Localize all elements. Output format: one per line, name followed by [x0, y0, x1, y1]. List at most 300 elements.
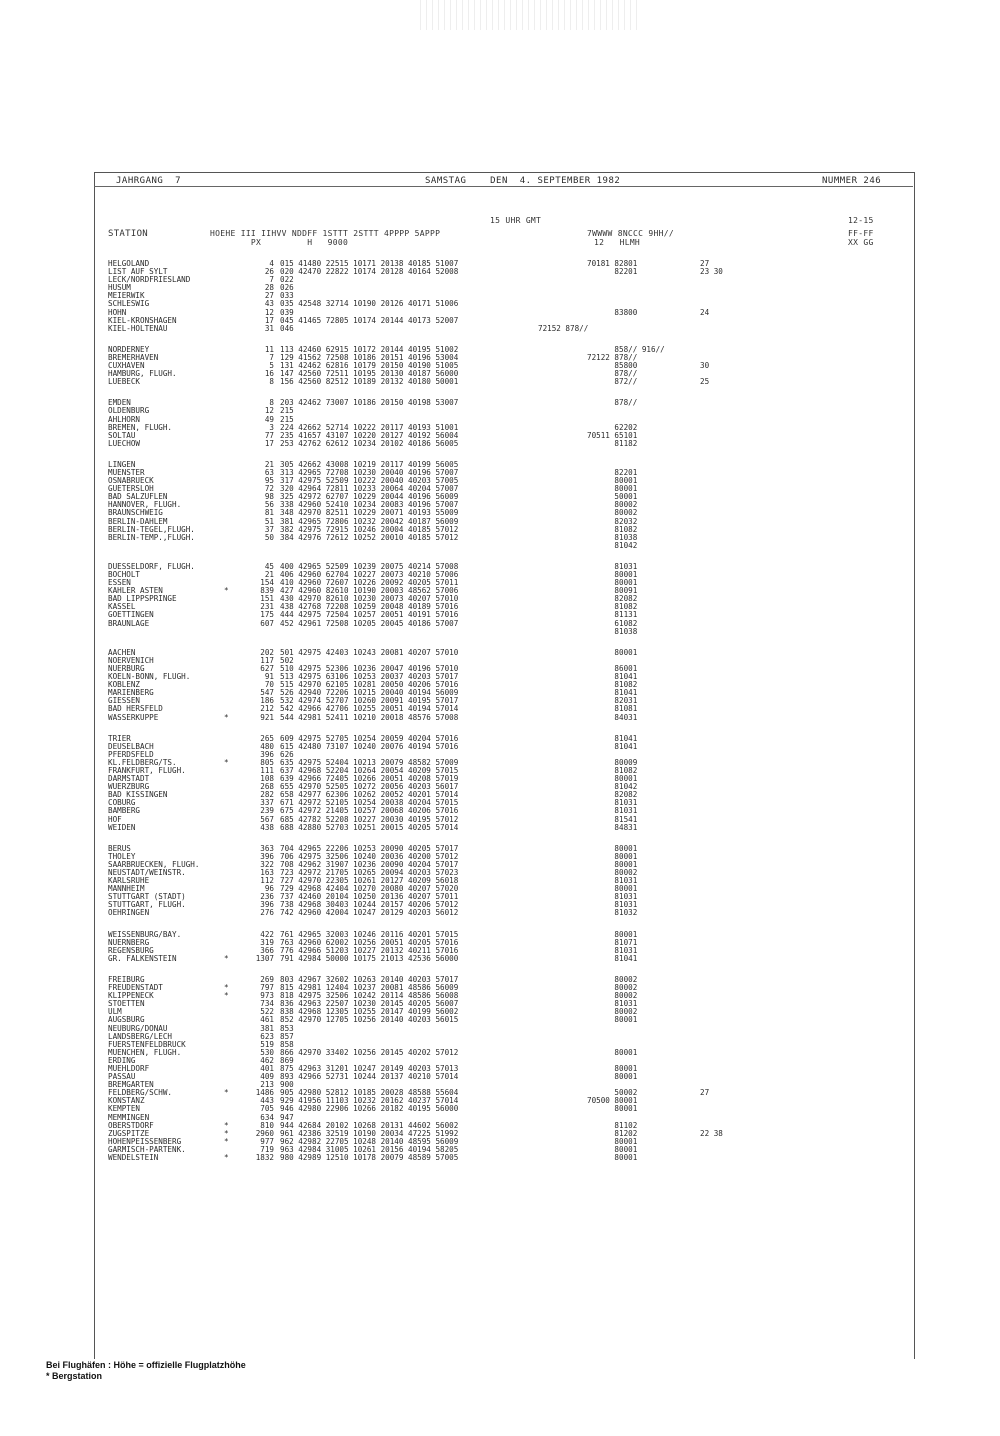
station-height: 265	[260, 733, 274, 743]
station-row	[100, 1008, 900, 1016]
station-name: OBERSTDORF	[108, 1120, 154, 1130]
wind-code: 22 38	[700, 1128, 723, 1138]
station-height: 282	[260, 790, 274, 800]
station-height: 381	[260, 1023, 274, 1033]
weather-code: 80009	[587, 757, 638, 767]
station-data: 325 42972 62707 10229 20044 40196 56009	[280, 492, 459, 502]
station-row	[100, 620, 900, 628]
station-data: 626	[280, 749, 294, 759]
weather-code: 80001	[587, 1072, 638, 1082]
station-name: MUENSTER	[108, 467, 145, 477]
station-row	[100, 931, 900, 939]
station-height: 462	[260, 1055, 274, 1065]
station-height: 21	[264, 459, 274, 469]
station-name: MEIERWIK	[108, 291, 145, 301]
station-data: 866 42970 33402 10256 20145 40202 57012	[280, 1047, 459, 1057]
station-row	[100, 461, 900, 469]
station-row	[100, 477, 900, 485]
weather-code: 80001	[587, 843, 638, 853]
station-name: LANDSBERG/LECH	[108, 1031, 173, 1041]
weather-code: 80001	[587, 1144, 638, 1154]
station-column-header: STATION	[108, 229, 149, 239]
weather-code: 70500 80001	[587, 1096, 638, 1106]
station-name: BRAUNSCHWEIG	[108, 508, 163, 518]
station-name: KOBLENZ	[108, 680, 141, 690]
station-height: 522	[260, 1007, 274, 1017]
station-height: 805	[260, 757, 274, 767]
weather-code: 81032	[587, 908, 638, 918]
station-group	[100, 735, 900, 832]
station-height: 1307	[255, 953, 274, 963]
station-height: 401	[260, 1063, 274, 1073]
station-name: KEMPTEN	[108, 1104, 141, 1114]
station-height: 366	[260, 945, 274, 955]
station-height: 212	[260, 704, 274, 714]
station-row	[100, 705, 900, 713]
station-row	[100, 325, 900, 333]
station-row	[100, 673, 900, 681]
station-row	[100, 901, 900, 909]
station-name: FREIBURG	[108, 974, 145, 984]
weather-code: 81031	[587, 876, 638, 886]
station-height: 151	[260, 594, 274, 604]
station-name: AUGSBURG	[108, 1015, 145, 1025]
station-data: 224 42662 52714 10222 20117 40193 51001	[280, 422, 459, 432]
station-data: 869	[280, 1055, 294, 1065]
mountain-marker: *	[224, 1128, 229, 1138]
weather-code: 81041	[587, 672, 638, 682]
station-height: 31	[264, 323, 274, 333]
station-height: 396	[260, 749, 274, 759]
station-name: CUXHAVEN	[108, 361, 145, 371]
observation-period: 12-15	[848, 216, 874, 225]
station-row	[100, 947, 900, 955]
station-height: 269	[260, 974, 274, 984]
station-row	[100, 681, 900, 689]
weather-code: 82201	[587, 267, 638, 277]
weather-code: 81131	[587, 610, 638, 620]
mountain-marker: *	[224, 953, 229, 963]
station-data: 113 42460 62915 10172 20144 40195 51002	[280, 344, 459, 354]
station-data: 791 42984 50000 10175 21013 42536 56000	[280, 953, 459, 963]
station-height: 81	[264, 508, 274, 518]
station-group	[100, 845, 900, 918]
weather-code: 878//	[587, 398, 638, 408]
station-name: STUTTGART (STADT)	[108, 892, 186, 902]
station-name: BREMERHAVEN	[108, 352, 159, 362]
station-height: 96	[264, 884, 274, 894]
station-height: 213	[260, 1080, 274, 1090]
cloud-column-subheader: 12 HLMH	[594, 238, 641, 247]
station-row	[100, 1000, 900, 1008]
station-height: 409	[260, 1072, 274, 1082]
weather-code: 80002	[587, 1007, 638, 1017]
footnote-airports: Bei Flughäfen : Höhe = offizielle Flugplatzhöhe	[46, 1360, 246, 1370]
station-height: 45	[264, 561, 274, 571]
station-data: 542 42966 42706 10255 20051 40194 57014	[280, 704, 459, 714]
station-data: 635 42975 52404 10213 20079 48582 57009	[280, 757, 459, 767]
station-height: 63	[264, 467, 274, 477]
station-data: 706 42975 32506 10240 20036 40200 57012	[280, 851, 459, 861]
station-row	[100, 587, 900, 595]
weather-code: 84031	[587, 712, 638, 722]
station-data: 410 42960 72607 10226 20092 40205 57011	[280, 578, 459, 588]
station-row	[100, 1122, 900, 1130]
station-row	[100, 1073, 900, 1081]
station-data: 046	[280, 323, 294, 333]
station-data: 929 41956 11103 10232 20162 40237 57014	[280, 1096, 459, 1106]
station-row	[100, 775, 900, 783]
weather-code: 81031	[587, 892, 638, 902]
weather-code: 81102	[587, 1120, 638, 1130]
station-name: HOF	[108, 814, 122, 824]
weather-code: 81082	[587, 765, 638, 775]
station-data: 382 42975 72915 10246 20004 40185 57012	[280, 524, 459, 534]
station-height: 443	[260, 1096, 274, 1106]
station-data: 947	[280, 1112, 294, 1122]
station-group	[100, 399, 900, 448]
station-row	[100, 735, 900, 743]
weather-code: 81041	[587, 688, 638, 698]
station-height: 91	[264, 672, 274, 682]
station-name: MEMMINGEN	[108, 1112, 150, 1122]
station-height: 175	[260, 610, 274, 620]
station-height: 8	[269, 398, 274, 408]
station-row	[100, 378, 900, 386]
station-data: 852 42970 12705 10256 20140 40203 56015	[280, 1015, 459, 1025]
station-row	[100, 603, 900, 611]
weather-code: 86001	[587, 663, 638, 673]
station-name: GIESSEN	[108, 696, 141, 706]
station-row	[100, 657, 900, 665]
weather-code: 80001	[587, 1063, 638, 1073]
weather-code: 81202	[587, 1128, 638, 1138]
station-name: BOCHOLT	[108, 570, 141, 579]
station-data: 961 42386 32519 10190 20034 47225 51992	[280, 1128, 459, 1138]
station-name: REGENSBURG	[108, 945, 154, 955]
weather-code: 82031	[587, 696, 638, 706]
station-name: NORDERNEY	[108, 344, 150, 354]
station-data: 853	[280, 1023, 294, 1033]
station-name: BERLIN-DAHLEM	[108, 516, 168, 526]
station-data: 452 42961 72508 10205 20045 40186 57007	[280, 618, 459, 628]
station-height: 95	[264, 476, 274, 486]
weather-code: 81182	[587, 438, 638, 448]
weather-code: 81031	[587, 945, 638, 955]
station-data: 655 42970 52505 10272 20056 40203 56017	[280, 782, 459, 792]
station-row	[100, 1057, 900, 1065]
station-data: 704 42965 22206 10253 20090 40205 57017	[280, 843, 459, 853]
station-row	[100, 268, 900, 276]
weather-code: 80001	[587, 929, 638, 939]
station-height: 236	[260, 892, 274, 902]
station-data: 253 42762 62612 10234 20102 40186 56005	[280, 438, 459, 448]
station-data: 510 42975 52306 10236 20047 40196 57010	[280, 663, 459, 673]
weather-code: 872//	[587, 377, 638, 387]
station-name: MUEHLDORF	[108, 1063, 150, 1073]
volume-label: JAHRGANG 7	[116, 176, 182, 186]
station-data: 532 42974 52707 10260 20091 40195 57017	[280, 696, 459, 706]
weather-code: 80002	[587, 508, 638, 518]
station-name: GARMISCH-PARTENK.	[108, 1144, 186, 1154]
weather-code: 70181 82801	[587, 259, 638, 268]
station-row	[100, 416, 900, 424]
weather-code: 82201	[587, 467, 638, 477]
station-row	[100, 284, 900, 292]
station-data: 893 42966 52731 10244 20137 40210 57014	[280, 1072, 459, 1082]
code-column-subheader: PX H 9000	[210, 238, 349, 247]
station-row	[100, 407, 900, 415]
station-row	[100, 595, 900, 603]
station-name: EMDEN	[108, 398, 131, 408]
mountain-marker: *	[224, 1153, 229, 1162]
weather-code: 81041	[587, 741, 638, 751]
station-height: 12	[264, 307, 274, 317]
station-height: 705	[260, 1104, 274, 1114]
station-height: 56	[264, 500, 274, 510]
station-name: DARMSTADT	[108, 774, 150, 784]
weather-code: 81031	[587, 999, 638, 1009]
weather-code: 80001	[587, 647, 638, 657]
station-row	[100, 526, 900, 534]
station-height: 519	[260, 1039, 274, 1049]
weather-code: 80001	[587, 484, 638, 494]
station-row	[100, 714, 900, 722]
weather-code: 878//	[587, 369, 638, 379]
wind-code: 24	[700, 307, 710, 317]
issue-date: SAMSTAG DEN 4. SEPTEMBER 1982	[425, 176, 621, 186]
station-name: WEIDEN	[108, 822, 136, 832]
weather-code: 84831	[587, 822, 638, 832]
station-height: 480	[260, 741, 274, 751]
station-name: OLDENBURG	[108, 406, 150, 416]
station-name: BRAUNLAGE	[108, 618, 150, 628]
station-height: 319	[260, 937, 274, 947]
station-name: BAD HERSFELD	[108, 704, 163, 714]
station-data: 727 42970 22305 10261 20127 40209 56018	[280, 876, 459, 886]
scan-noise	[420, 0, 640, 30]
station-name: LIST AUF SYLT	[108, 267, 168, 277]
station-row	[100, 1065, 900, 1073]
weather-column-header: 7WWWW 8NCCC 9HH//	[587, 229, 674, 238]
station-data: 022	[280, 275, 294, 285]
station-name: BERLIN-TEGEL,FLUGH.	[108, 524, 195, 534]
station-name: MUENCHEN, FLUGH.	[108, 1047, 182, 1057]
station-row	[100, 992, 900, 1000]
station-data: 033	[280, 291, 294, 301]
station-height: 17	[264, 438, 274, 448]
station-row	[100, 509, 900, 517]
station-data: 761 42965 32003 10246 20116 40201 57015	[280, 929, 459, 939]
station-name: WASSERKUPPE	[108, 712, 159, 722]
station-row	[100, 1154, 900, 1162]
station-height: 567	[260, 814, 274, 824]
station-group	[100, 649, 900, 722]
station-row	[100, 816, 900, 824]
station-name: BAD KISSINGEN	[108, 790, 168, 800]
station-height: 396	[260, 851, 274, 861]
station-row	[100, 939, 900, 947]
weather-code: 81031	[587, 798, 638, 808]
station-name: BAD SALZUFLEN	[108, 492, 168, 502]
station-name: KONSTANZ	[108, 1096, 145, 1106]
station-row	[100, 493, 900, 501]
weather-code: 50001	[587, 492, 638, 502]
station-row	[100, 534, 900, 542]
station-data: 776 42966 51203 10227 20132 40211 57016	[280, 945, 459, 955]
station-height: 634	[260, 1112, 274, 1122]
station-row	[100, 976, 900, 984]
station-row	[100, 853, 900, 861]
station-height: 627	[260, 663, 274, 673]
station-height: 977	[260, 1136, 274, 1146]
station-name: ERDING	[108, 1055, 136, 1065]
station-height: 202	[260, 647, 274, 657]
station-data: 129 41562 72508 10186 20151 40196 53004	[280, 352, 459, 362]
weather-code: 81038	[587, 626, 638, 636]
weather-code: 82082	[587, 790, 638, 800]
mountain-marker: *	[224, 991, 229, 1001]
weather-code: 80001	[587, 570, 638, 579]
station-data: 045 41465 72805 10174 20144 40173 52007	[280, 315, 459, 325]
station-height: 396	[260, 900, 274, 910]
station-name: HANNOVER, FLUGH.	[108, 500, 182, 510]
station-data: 515 42970 62105 10281 20050 40206 57016	[280, 680, 459, 690]
station-data: 803 42967 32602 10263 20140 40203 57017	[280, 974, 459, 984]
weather-code: 82032	[587, 516, 638, 526]
station-data: 815 42981 12404 10237 20081 48586 56009	[280, 983, 459, 993]
wind-column-header: FF-FF	[848, 229, 874, 238]
station-data: 203 42462 73007 10186 20150 40198 53007	[280, 398, 459, 408]
station-name: WUERZBURG	[108, 782, 150, 792]
station-name: HOHN	[108, 307, 127, 317]
weather-code: 81041	[587, 733, 638, 743]
station-row	[100, 292, 900, 300]
station-row	[100, 440, 900, 448]
station-row	[100, 759, 900, 767]
weather-code: 80001	[587, 578, 638, 588]
station-height: 839	[260, 586, 274, 596]
wind-column-subheader: XX GG	[848, 238, 874, 247]
station-row	[100, 1025, 900, 1033]
weather-code: 80001	[587, 1136, 638, 1146]
station-data: 035 42548 32714 10190 20126 40171 51006	[280, 299, 459, 309]
mountain-marker: *	[224, 1136, 229, 1146]
station-name: KIEL-HOLTENAU	[108, 323, 168, 333]
station-row	[100, 399, 900, 407]
station-height: 1832	[255, 1153, 274, 1162]
weather-code: 81031	[587, 806, 638, 816]
weather-code: 80001	[587, 476, 638, 486]
station-height: 16	[264, 369, 274, 379]
station-row	[100, 1114, 900, 1122]
station-height: 43	[264, 299, 274, 309]
station-row	[100, 542, 900, 550]
station-name: LUEBECK	[108, 377, 141, 387]
station-data: 235 41657 43107 10220 20127 40192 56004	[280, 430, 459, 440]
station-row	[100, 909, 900, 917]
station-row	[100, 649, 900, 657]
station-row	[100, 783, 900, 791]
weather-code: 80001	[587, 851, 638, 861]
issue-number: NUMMER 246	[822, 176, 882, 186]
station-height: 276	[260, 908, 274, 918]
station-height: 322	[260, 859, 274, 869]
station-name: HAMBURG, FLUGH.	[108, 369, 177, 379]
station-name: TRIER	[108, 733, 131, 743]
station-data: 438 42768 72208 10259 20048 40189 57016	[280, 602, 459, 612]
weather-code: 80002	[587, 991, 638, 1001]
station-name: KAHLER ASTEN	[108, 586, 163, 596]
station-height: 111	[260, 765, 274, 775]
station-row	[100, 1041, 900, 1049]
weather-code: 83800	[587, 307, 638, 317]
mountain-marker: *	[224, 983, 229, 993]
station-row	[100, 317, 900, 325]
station-data: 427 42960 82610 10190 20003 48562 57006	[280, 586, 459, 596]
station-name: ESSEN	[108, 578, 131, 588]
station-data: 215	[280, 406, 294, 416]
weather-code: 62202	[587, 422, 638, 432]
station-row	[100, 611, 900, 619]
station-data: 348 42970 82511 10229 20071 40193 55009	[280, 508, 459, 518]
station-height: 530	[260, 1047, 274, 1057]
station-row	[100, 518, 900, 526]
station-height: 70	[264, 680, 274, 690]
station-data: 738 42968 30403 10244 20157 40206 57012	[280, 900, 459, 910]
station-data: 818 42975 32506 10242 20114 48586 56008	[280, 991, 459, 1001]
weather-code: 81082	[587, 602, 638, 612]
station-group	[100, 461, 900, 550]
station-name: FREUDENSTADT	[108, 983, 163, 993]
station-data: 317 42975 52509 10222 20040 40203 57005	[280, 476, 459, 486]
station-height: 623	[260, 1031, 274, 1041]
station-name: MANNHEIM	[108, 884, 145, 894]
station-name: BERLIN-TEMP.,FLUGH.	[108, 532, 195, 542]
station-height: 28	[264, 283, 274, 293]
weather-code: 80001	[587, 1015, 638, 1025]
station-height: 810	[260, 1120, 274, 1130]
station-name: HUSUM	[108, 283, 131, 293]
weather-code: 80002	[587, 983, 638, 993]
station-height: 239	[260, 806, 274, 816]
station-data: 609 42975 52705 10254 20059 40204 57016	[280, 733, 459, 743]
station-name: MARIENBERG	[108, 688, 154, 698]
station-data: 838 42968 12305 10255 20147 40199 56002	[280, 1007, 459, 1017]
station-height: 17	[264, 315, 274, 325]
station-height: 7	[269, 352, 274, 362]
station-group	[100, 931, 900, 963]
station-data: 671 42972 52105 10254 20038 40204 57015	[280, 798, 459, 808]
station-name: KL.FELDBERG/TS.	[108, 757, 177, 767]
station-data: 320 42964 72811 10233 20064 40204 57007	[280, 484, 459, 494]
station-data: 026	[280, 283, 294, 293]
station-row	[100, 362, 900, 370]
station-name: AHLHORN	[108, 414, 141, 424]
station-data: 015 41480 22515 10171 20138 40185 51007	[280, 259, 459, 268]
station-height: 26	[264, 267, 274, 277]
station-data: 875 42963 31201 10247 20149 40203 57013	[280, 1063, 459, 1073]
station-row	[100, 869, 900, 877]
station-data: 637 42968 52204 10264 20054 40209 57015	[280, 765, 459, 775]
weather-code: 70511 65101	[587, 430, 638, 440]
weather-code: 80091	[587, 586, 638, 596]
station-height: 77	[264, 430, 274, 440]
station-row	[100, 689, 900, 697]
station-row	[100, 424, 900, 432]
station-data: 544 42981 52411 10210 20018 48576 57008	[280, 712, 459, 722]
station-row	[100, 1049, 900, 1057]
